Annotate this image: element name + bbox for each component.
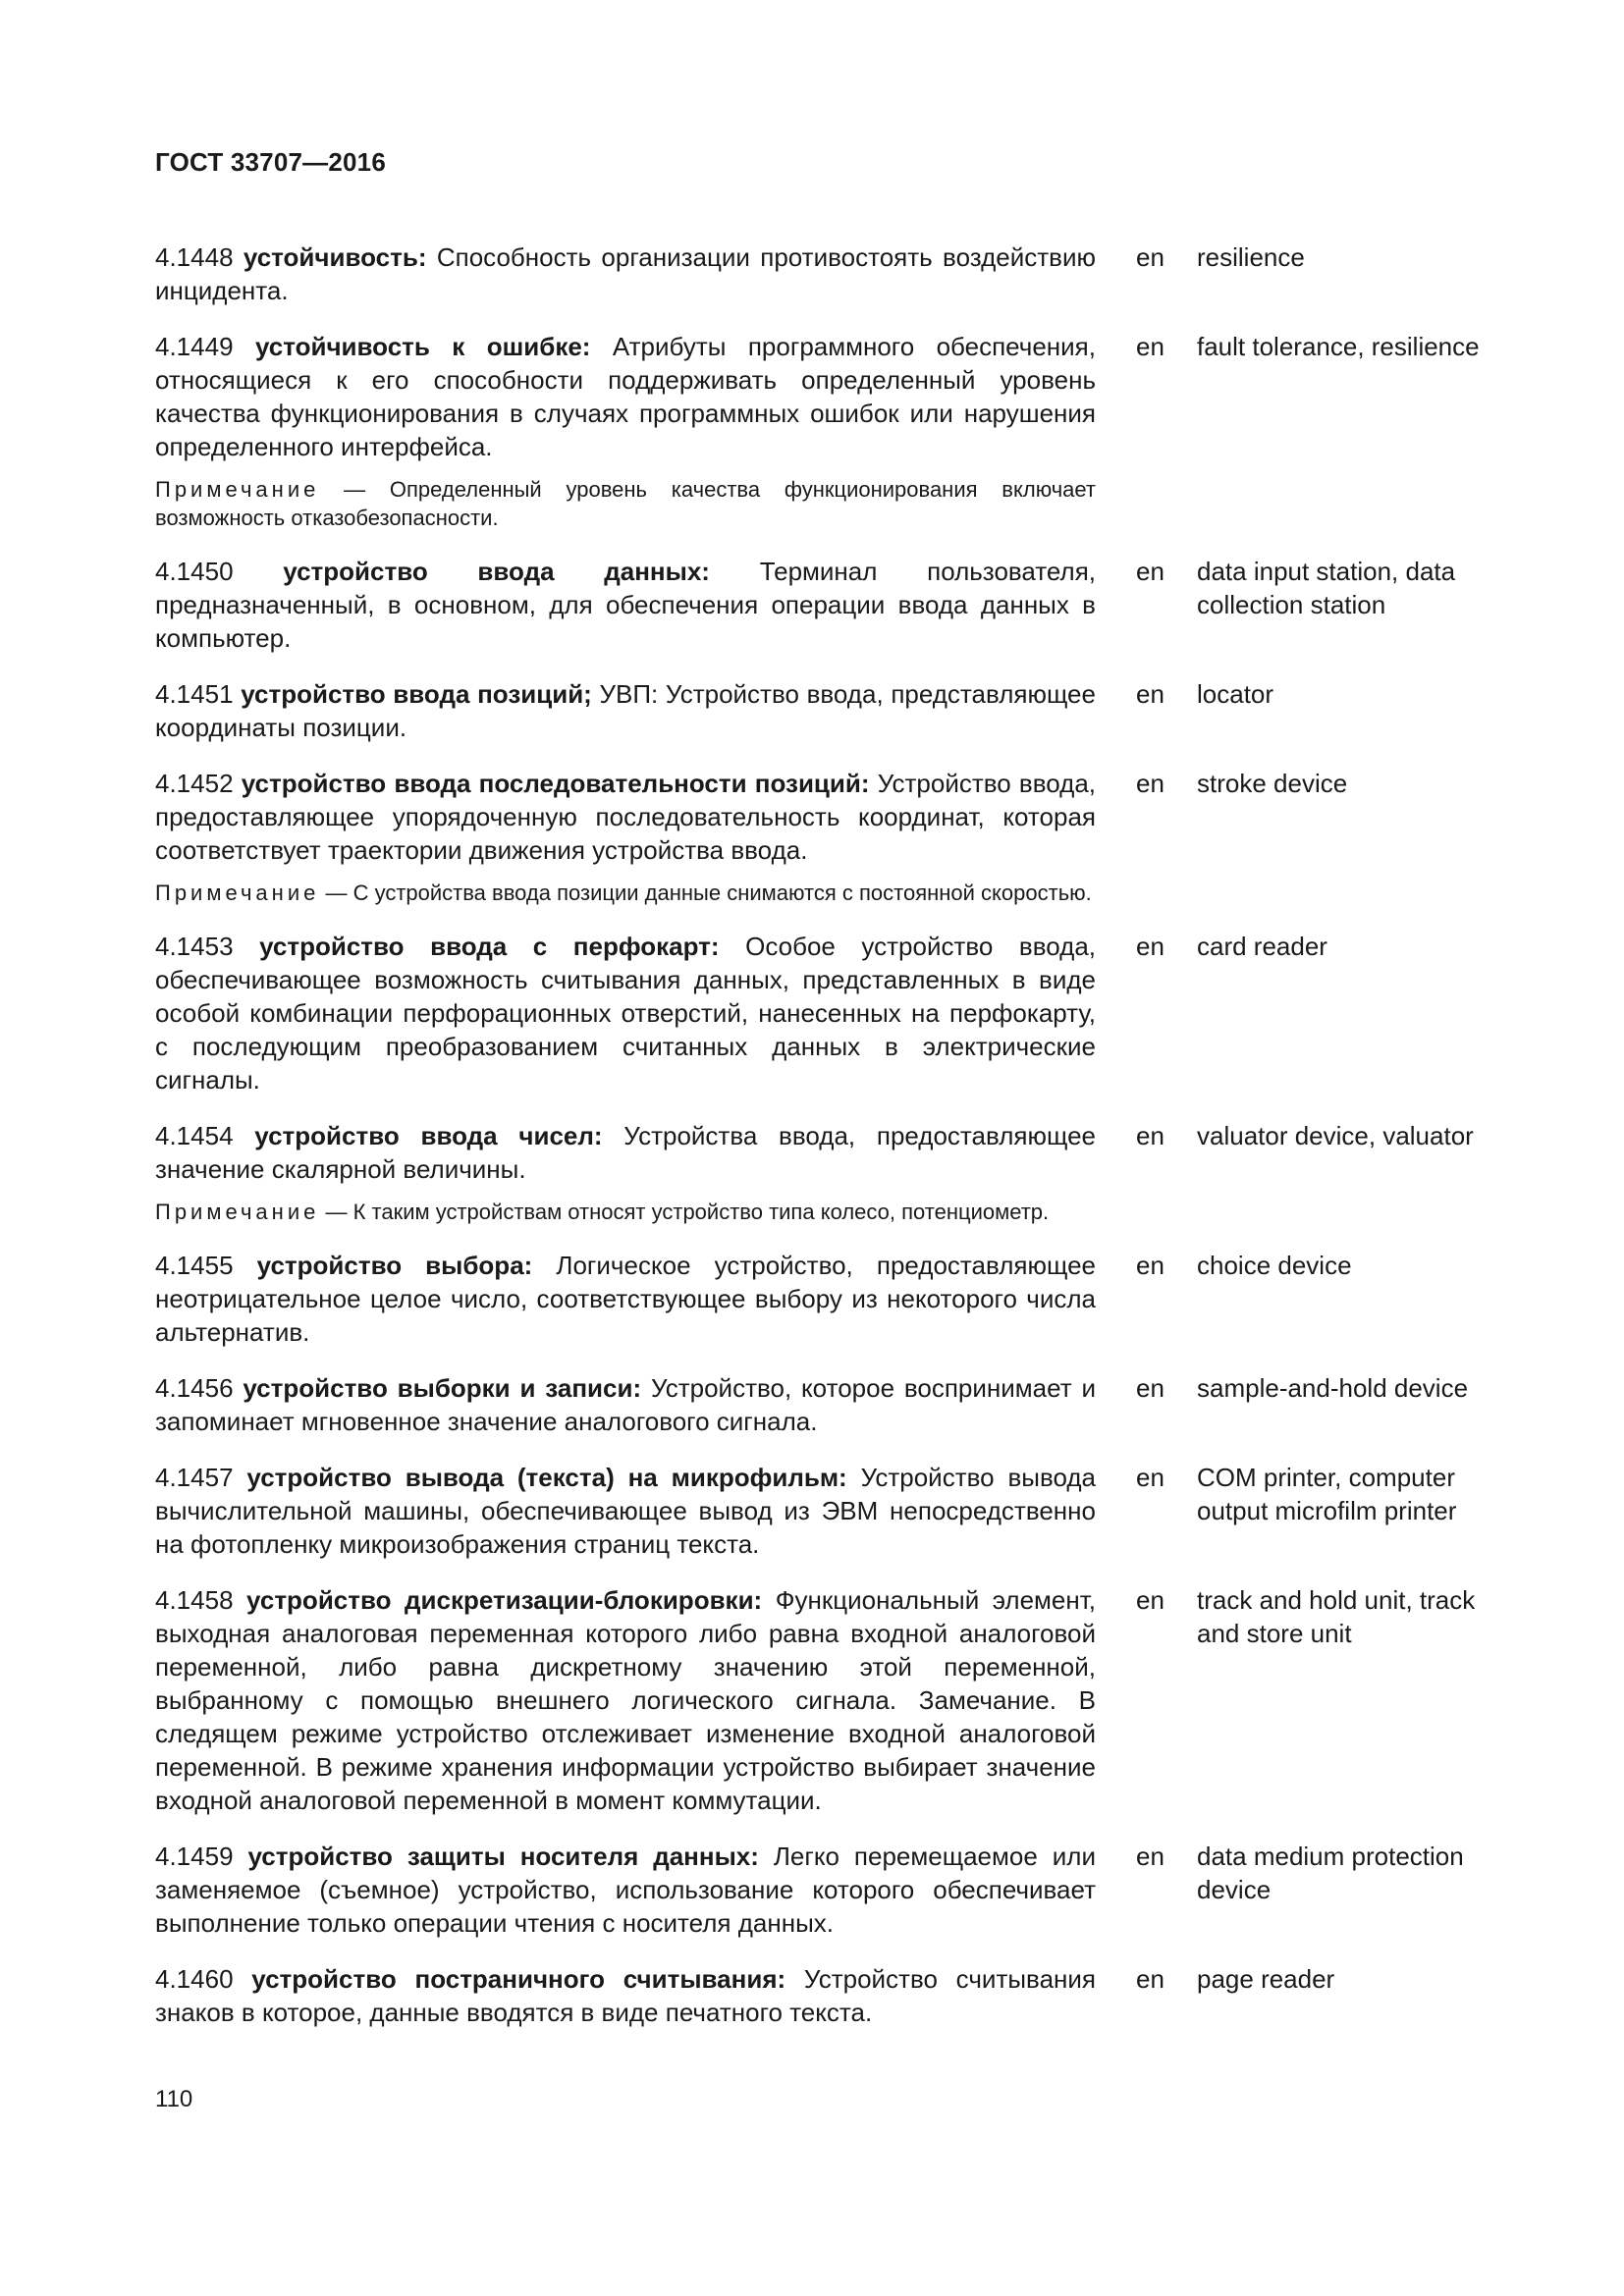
english-equivalent: locator <box>1197 679 1274 709</box>
term-number: 4.1458 <box>155 1585 234 1615</box>
term-number: 4.1455 <box>155 1251 234 1280</box>
language-code: en <box>1136 242 1164 272</box>
language-code: en <box>1136 679 1164 709</box>
term-definition-paragraph <box>155 767 1096 867</box>
language-code: en <box>1136 1585 1164 1615</box>
term-note <box>155 879 1096 907</box>
term-entry-text <box>155 330 1096 532</box>
term-name: устройство защиты носителя данных: <box>247 1842 759 1871</box>
language-code: en <box>1136 1373 1164 1403</box>
term-name: устройство выбора: <box>256 1251 533 1280</box>
term-definition-paragraph <box>155 1249 1096 1349</box>
term-number: 4.1451 <box>155 679 234 709</box>
english-equivalent: page reader <box>1197 1964 1335 1994</box>
language-code: en <box>1136 1251 1164 1280</box>
term-entry-text <box>155 930 1096 1096</box>
term-number: 4.1456 <box>155 1373 234 1403</box>
language-code: en <box>1136 332 1164 361</box>
term-definition: Атрибуты программного обеспечения, относящиеся к его способности поддерживать определенный уровень качества функционирования в случаях программных ошибок или нарушения определенного интерфейса. <box>155 332 1096 461</box>
term-number: 4.1457 <box>155 1463 234 1492</box>
term-name: устройство ввода чисел: <box>254 1121 603 1150</box>
term-note <box>155 475 1096 532</box>
term-definition: Устройство, которое воспринимает и запоминает мгновенное значение аналогового сигнала. <box>155 1373 1096 1436</box>
term-entry-text <box>155 1583 1096 1817</box>
note-text: — К таким устройствам относят устройство типа колесо, потенциометр. <box>325 1200 1050 1224</box>
note-text: — Определенный уровень качества функционирования включает возможность отказобезопасности. <box>155 477 1096 530</box>
english-equivalent: resilience <box>1197 242 1305 272</box>
term-entry <box>155 1840 1490 1940</box>
english-equivalent: card reader <box>1197 932 1327 961</box>
term-list <box>155 240 1490 2052</box>
term-entry-text <box>155 1461 1096 1561</box>
term-definition: УВП: Устройство ввода, представляющее координаты позиции. <box>155 679 1096 742</box>
term-entry <box>155 1249 1490 1349</box>
term-definition: Функциональный элемент, выходная аналоговая переменная которого либо равна входной аналоговой переменной, либо равна дискретному значению этой переменной, выбранному с помощью внешнего логического сигнала. Замечание. В следящем режиме устройство отслеживает изменение входной аналоговой переменной. В режиме хранения информации устройство выбирает значение входной аналоговой переменной в момент коммутации. <box>155 1585 1096 1815</box>
term-number: 4.1453 <box>155 932 234 961</box>
english-equivalent: sample-and-hold device <box>1197 1373 1469 1403</box>
term-note <box>155 1198 1096 1226</box>
term-entry <box>155 930 1490 1096</box>
term-definition: Устройство считывания знаков в которое, данные вводятся в виде печатного текста. <box>155 1964 1096 2027</box>
term-number: 4.1450 <box>155 557 234 586</box>
term-number: 4.1452 <box>155 769 234 798</box>
term-entry-text <box>155 767 1096 907</box>
term-name: устройство постраничного считывания: <box>251 1964 786 1994</box>
english-equivalent: COM printer, computer output microfilm printer <box>1197 1463 1457 1525</box>
term-entry-text <box>155 1249 1096 1349</box>
term-entry <box>155 240 1490 307</box>
page-header: ГОСТ 33707—2016 <box>155 147 386 177</box>
term-definition-paragraph <box>155 330 1096 463</box>
term-entry <box>155 1119 1490 1226</box>
page-number: 110 <box>155 2086 193 2112</box>
term-entry <box>155 677 1490 744</box>
english-equivalent: data input station, data collection station <box>1197 557 1456 619</box>
term-definition: Устройство ввода, предоставляющее упорядоченную последовательность координат, которая соответствует траектории движения устройства ввода. <box>155 769 1097 865</box>
term-entry <box>155 1371 1490 1438</box>
term-entry-text <box>155 1840 1096 1940</box>
note-text: — С устройства ввода позиции данные снимаются с постоянной скоростью. <box>325 881 1092 905</box>
term-name: устройство дискретизации-блокировки: <box>246 1585 763 1615</box>
term-name: устройство ввода позиций; <box>241 679 592 709</box>
language-code: en <box>1136 1121 1164 1150</box>
term-name: устройство ввода с перфокарт: <box>259 932 720 961</box>
term-definition: Устройства ввода, предоставляющее значение скалярной величины. <box>155 1121 1096 1184</box>
term-definition: Способность организации противостоять воздействию инцидента. <box>155 242 1096 305</box>
english-equivalent: data medium protection device <box>1197 1842 1464 1904</box>
term-entry-text <box>155 1962 1096 2029</box>
term-entry-text <box>155 555 1096 655</box>
term-entry-text <box>155 1371 1096 1438</box>
term-name: устройство выборки и записи: <box>243 1373 642 1403</box>
term-entry <box>155 767 1490 907</box>
english-equivalent: fault tolerance, resilience <box>1197 332 1480 361</box>
term-number: 4.1460 <box>155 1964 234 1994</box>
term-entry-text <box>155 677 1096 744</box>
english-equivalent: stroke device <box>1197 769 1348 798</box>
term-definition-paragraph <box>155 1840 1096 1940</box>
note-label: Примечание <box>155 881 320 905</box>
term-entry-text <box>155 1119 1096 1226</box>
term-name: устойчивость: <box>243 242 427 272</box>
term-definition-paragraph <box>155 1119 1096 1186</box>
term-definition-paragraph <box>155 677 1096 744</box>
term-definition-paragraph <box>155 1371 1096 1438</box>
term-definition: Терминал пользователя, предназначенный, в основном, для обеспечения операции ввода данных в компьютер. <box>155 557 1096 653</box>
term-name: устройство ввода данных: <box>283 557 710 586</box>
term-definition-paragraph <box>155 240 1096 307</box>
language-code: en <box>1136 1964 1164 1994</box>
term-definition-paragraph <box>155 1962 1096 2029</box>
term-entry <box>155 330 1490 532</box>
term-number: 4.1459 <box>155 1842 234 1871</box>
language-code: en <box>1136 557 1164 586</box>
term-definition-paragraph <box>155 1461 1096 1561</box>
term-name: устройство ввода последовательности позиций: <box>241 769 870 798</box>
term-entry <box>155 1583 1490 1817</box>
term-entry <box>155 555 1490 655</box>
term-entry <box>155 1461 1490 1561</box>
term-number: 4.1454 <box>155 1121 234 1150</box>
language-code: en <box>1136 769 1164 798</box>
term-entry-text <box>155 240 1096 307</box>
term-number: 4.1448 <box>155 242 234 272</box>
language-code: en <box>1136 1842 1164 1871</box>
term-definition: Легко перемещаемое или заменяемое (съемное) устройство, использование которого обеспечивает выполнение только операции чтения с носителя данных. <box>155 1842 1096 1938</box>
term-definition: Логическое устройство, предоставляющее неотрицательное целое число, соответствующее выбору из некоторого числа альтернатив. <box>155 1251 1096 1347</box>
term-definition-paragraph <box>155 1583 1096 1817</box>
term-definition: Особое устройство ввода, обеспечивающее возможность считывания данных, представленных в виде особой комбинации перфорационных отверстий, нанесенных на перфокарту, с последующим преобразованием считанных данных в электрические сигналы. <box>155 932 1096 1095</box>
english-equivalent: choice device <box>1197 1251 1352 1280</box>
term-definition-paragraph <box>155 930 1096 1096</box>
english-equivalent: valuator device, valuator <box>1197 1121 1474 1150</box>
term-name: устойчивость к ошибке: <box>254 332 591 361</box>
term-definition: Устройство вывода вычислительной машины, обеспечивающее вывод из ЭВМ непосредственно на фотопленку микроизображения страниц текста. <box>155 1463 1096 1559</box>
note-label: Примечание <box>155 477 320 502</box>
note-label: Примечание <box>155 1200 320 1224</box>
term-definition-paragraph <box>155 555 1096 655</box>
term-name: устройство вывода (текста) на микрофильм: <box>246 1463 847 1492</box>
language-code: en <box>1136 932 1164 961</box>
term-entry <box>155 1962 1490 2029</box>
language-code: en <box>1136 1463 1164 1492</box>
term-number: 4.1449 <box>155 332 234 361</box>
english-equivalent: track and hold unit, track and store unit <box>1197 1585 1476 1648</box>
